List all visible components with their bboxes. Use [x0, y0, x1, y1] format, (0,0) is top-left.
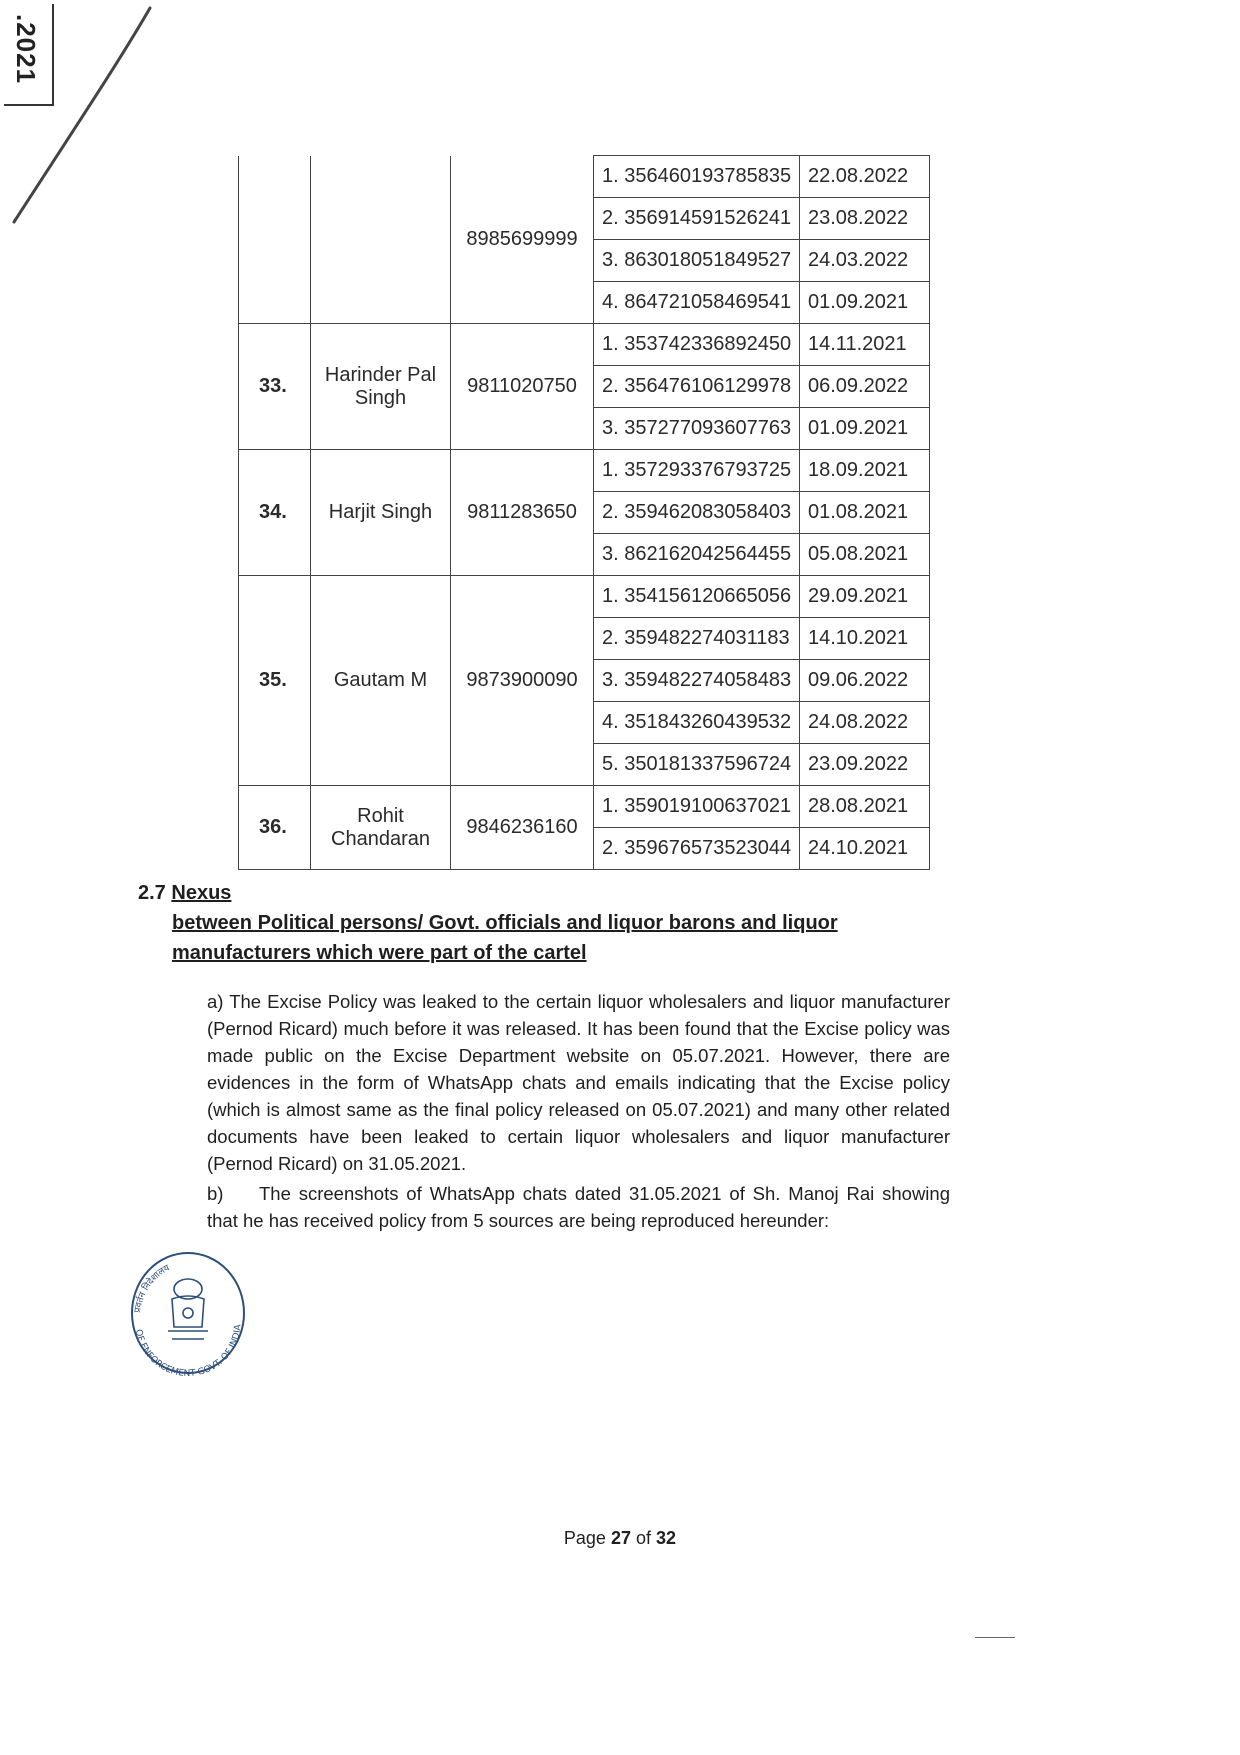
person-name-cell: Harjit Singh	[311, 450, 451, 576]
table-row	[239, 786, 930, 828]
svg-text:प्रवर्तन निदेशालय	[133, 1263, 172, 1314]
section-title-line1: Nexus	[171, 882, 232, 904]
official-seal	[122, 1235, 252, 1380]
imei-cell: 1. 353742336892450	[594, 324, 800, 366]
footer-page-number: 27	[610, 1528, 631, 1548]
imei-cell: 3. 862162042564455	[594, 534, 800, 576]
footer-total-pages: 32	[656, 1528, 677, 1548]
date-cell: 24.03.2022	[800, 240, 930, 282]
imei-cell: 2. 359462083058403	[594, 492, 800, 534]
date-cell: 23.09.2022	[800, 744, 930, 786]
footer-of: of	[636, 1528, 652, 1548]
date-cell: 14.11.2021	[800, 324, 930, 366]
table-row	[239, 156, 930, 198]
emblem-icon	[168, 1279, 208, 1339]
pen-stroke-mark	[0, 0, 160, 230]
date-cell: 24.08.2022	[800, 702, 930, 744]
date-cell: 29.09.2021	[800, 576, 930, 618]
date-cell: 24.10.2021	[800, 828, 930, 870]
section-heading	[138, 878, 958, 968]
person-name-cell: Harinder Pal Singh	[311, 324, 451, 450]
serial-number-cell: 36.	[239, 786, 311, 870]
imei-table	[238, 155, 930, 870]
imei-cell: 3. 357277093607763	[594, 408, 800, 450]
date-cell: 01.09.2021	[800, 408, 930, 450]
date-cell: 06.09.2022	[800, 366, 930, 408]
serial-number-cell: 33.	[239, 324, 311, 450]
date-cell: 28.08.2021	[800, 786, 930, 828]
imei-cell: 1. 356460193785835	[594, 156, 800, 198]
phone-number-cell: 9873900090	[451, 576, 594, 786]
date-cell: 01.08.2021	[800, 492, 930, 534]
date-cell: 05.08.2021	[800, 534, 930, 576]
person-name-cell	[311, 156, 451, 324]
section-title-line2: between Political persons/ Govt. officials and liquor barons and liquor manufacturers which were part of the cartel	[172, 912, 838, 964]
phone-number-cell: 9811020750	[451, 324, 594, 450]
page-footer	[0, 1528, 1240, 1549]
imei-cell: 1. 357293376793725	[594, 450, 800, 492]
corner-year-text: .2021	[11, 14, 41, 85]
date-cell: 23.08.2022	[800, 198, 930, 240]
footer-prefix: Page	[563, 1528, 606, 1548]
imei-cell: 2. 359482274031183	[594, 618, 800, 660]
imei-cell: 3. 863018051849527	[594, 240, 800, 282]
date-cell: 01.09.2021	[800, 282, 930, 324]
phone-number-cell: 9846236160	[451, 786, 594, 870]
serial-number-cell: 35.	[239, 576, 311, 786]
imei-cell: 4. 864721058469541	[594, 282, 800, 324]
table-row	[239, 450, 930, 492]
paragraph-b	[207, 1180, 950, 1234]
imei-cell: 2. 356914591526241	[594, 198, 800, 240]
imei-cell: 5. 350181337596724	[594, 744, 800, 786]
imei-cell: 3. 359482274058483	[594, 660, 800, 702]
section-number: 2.7	[138, 882, 166, 904]
person-name-cell: Gautam M	[311, 576, 451, 786]
seal-text-bottom: OF ENFORCEMENT GOVT. OF INDIA	[132, 1323, 244, 1379]
phone-number-cell: 8985699999	[451, 156, 594, 324]
serial-number-cell: 34.	[239, 450, 311, 576]
table-row	[239, 324, 930, 366]
date-cell: 18.09.2021	[800, 450, 930, 492]
imei-cell: 2. 356476106129978	[594, 366, 800, 408]
phone-number-cell: 9811283650	[451, 450, 594, 576]
serial-number-cell	[239, 156, 311, 324]
imei-cell: 2. 359676573523044	[594, 828, 800, 870]
table-row	[239, 576, 930, 618]
paragraph-a: a) The Excise Policy was leaked to the certain liquor wholesalers and liquor manufacturer (Pernod Ricard) much before it was released. It has been found that the Excise policy was made public on the Excise Department website on 05.07.2021. However, there are evidences in the form of WhatsApp chats and emails indicating that the Excise policy (which is almost same as the final policy released on 05.07.2021) and many other related documents have been leaked to certain liquor wholesalers and liquor manufacturer (Pernod Ricard) on 31.05.2021.	[207, 991, 950, 1174]
date-cell: 22.08.2022	[800, 156, 930, 198]
date-cell: 09.06.2022	[800, 660, 930, 702]
paragraph-b-text: The screenshots of WhatsApp chats dated 31.05.2021 of Sh. Manoj Rai showing that he has received policy from 5 sources are being reproduced hereunder:	[207, 1183, 950, 1231]
imei-cell: 1. 359019100637021	[594, 786, 800, 828]
imei-cell: 1. 354156120665056	[594, 576, 800, 618]
seal-text-top: प्रवर्तन निदेशालय	[133, 1263, 172, 1314]
date-cell: 14.10.2021	[800, 618, 930, 660]
person-name-cell: Rohit Chandaran	[311, 786, 451, 870]
footer-rule	[975, 1637, 1015, 1638]
paragraph-b-label: b)	[207, 1183, 224, 1204]
imei-cell: 4. 351843260439532	[594, 702, 800, 744]
